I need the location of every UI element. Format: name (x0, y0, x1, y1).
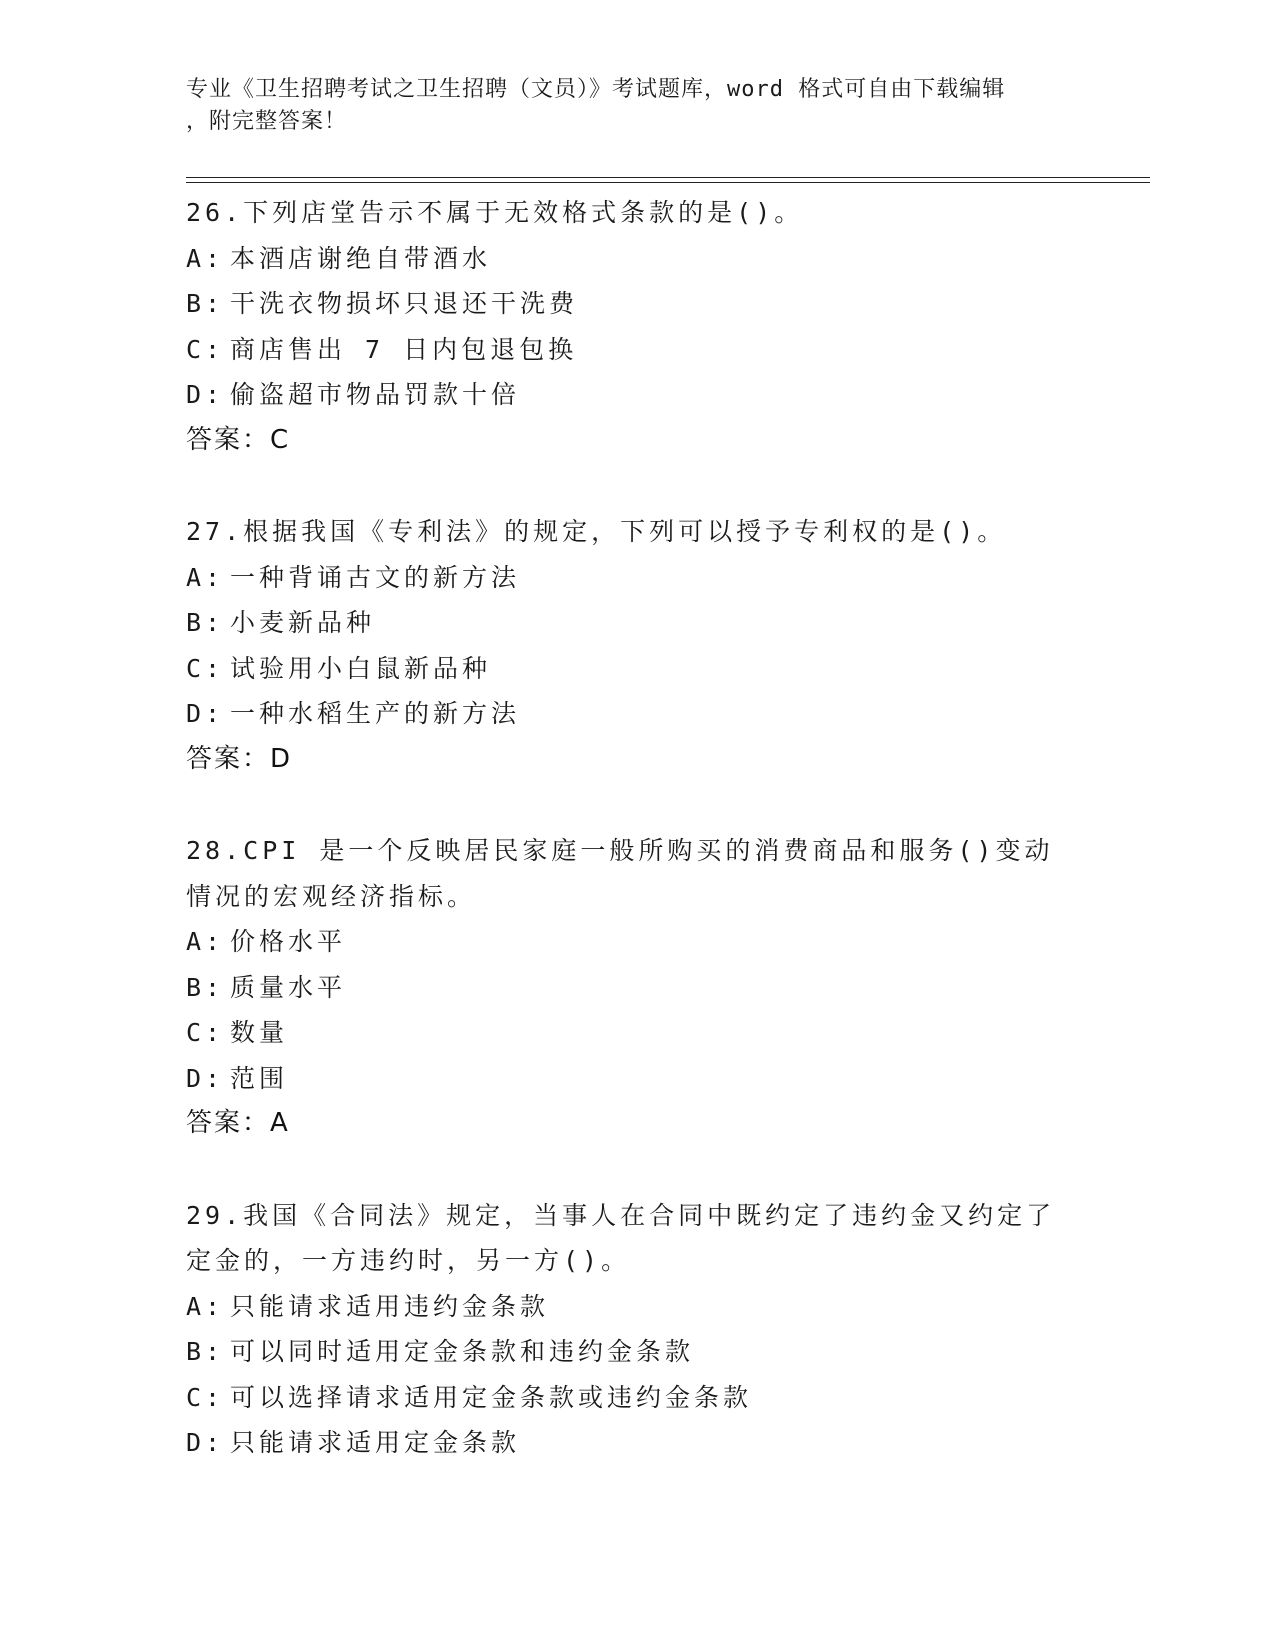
question-28 (186, 828, 1086, 1147)
option-c (186, 1375, 1086, 1421)
answer-line: 答案：A (186, 1108, 290, 1138)
option-text: 可以同时适用定金条款和违约金条款 (230, 1337, 695, 1366)
question-stem: 27.根据我国《专利法》的规定，下列可以授予专利权的是()。 (186, 517, 1007, 546)
option-letter: A: (186, 927, 225, 956)
option-letter: D: (186, 1063, 225, 1093)
document-header (186, 74, 1066, 138)
header-line-1: 专业《卫生招聘考试之卫生招聘（文员）》考试题库，word 格式可自由下载编辑 (186, 77, 1006, 102)
option-c (186, 1010, 1086, 1056)
option-text: 本酒店谢绝自带酒水 (230, 243, 492, 273)
option-letter: D: (186, 1428, 225, 1457)
question-list (186, 190, 1086, 1512)
option-letter: B: (186, 289, 225, 318)
option-letter: A: (186, 562, 225, 592)
option-letter: C: (186, 653, 225, 683)
option-text: 数量 (230, 1018, 289, 1047)
option-text: 商店售出 7 日内包退包换 (230, 334, 578, 364)
option-letter: B: (186, 972, 225, 1002)
answer-line: 答案：D (186, 743, 293, 774)
option-text: 偷盗超市物品罚款十倍 (230, 380, 521, 409)
option-letter: D: (186, 380, 225, 409)
option-text: 一种背诵古文的新方法 (230, 562, 521, 592)
option-text: 一种水稻生产的新方法 (230, 699, 521, 728)
option-letter: A: (186, 1291, 225, 1321)
option-a (186, 1284, 1086, 1330)
option-letter: B: (186, 608, 225, 637)
option-text: 试验用小白鼠新品种 (230, 653, 492, 683)
option-text: 价格水平 (230, 927, 347, 956)
option-b (186, 600, 1086, 646)
option-letter: C: (186, 334, 225, 364)
option-b (186, 1329, 1086, 1375)
question-26 (186, 190, 1086, 463)
option-letter: C: (186, 1382, 225, 1412)
question-29 (186, 1193, 1086, 1466)
option-b (186, 281, 1086, 327)
option-letter: B: (186, 1337, 225, 1366)
header-divider-thick (186, 177, 1150, 178)
answer-line: 答案：C (186, 424, 291, 455)
option-d (186, 1056, 1086, 1102)
option-letter: D: (186, 699, 225, 728)
option-d (186, 1420, 1086, 1466)
option-text: 只能请求适用违约金条款 (230, 1291, 550, 1321)
option-a (186, 555, 1086, 601)
option-text: 质量水平 (230, 972, 347, 1002)
question-stem: 26.下列店堂告示不属于无效格式条款的是()。 (186, 198, 804, 227)
question-stem: 28.CPI 是一个反映居民家庭一般所购买的消费商品和服务()变动情况的宏观经济指标。 (186, 836, 1054, 911)
header-divider-thin (186, 182, 1150, 183)
question-27 (186, 509, 1086, 782)
option-text: 只能请求适用定金条款 (230, 1428, 521, 1457)
option-d (186, 372, 1086, 418)
option-letter: C: (186, 1018, 225, 1047)
option-c (186, 646, 1086, 692)
option-b (186, 965, 1086, 1011)
option-text: 干洗衣物损坏只退还干洗费 (230, 289, 579, 318)
header-line-2: ，附完整答案！ (186, 109, 348, 134)
option-d (186, 691, 1086, 737)
question-stem: 29.我国《合同法》规定，当事人在合同中既约定了违约金又约定了定金的，一方违约时，另一方()。 (186, 1200, 1056, 1275)
option-text: 范围 (230, 1063, 289, 1093)
option-text: 小麦新品种 (230, 608, 376, 637)
option-a (186, 236, 1086, 282)
option-c (186, 327, 1086, 373)
option-text: 可以选择请求适用定金条款或违约金条款 (230, 1382, 753, 1412)
option-letter: A: (186, 243, 225, 273)
option-a (186, 919, 1086, 965)
